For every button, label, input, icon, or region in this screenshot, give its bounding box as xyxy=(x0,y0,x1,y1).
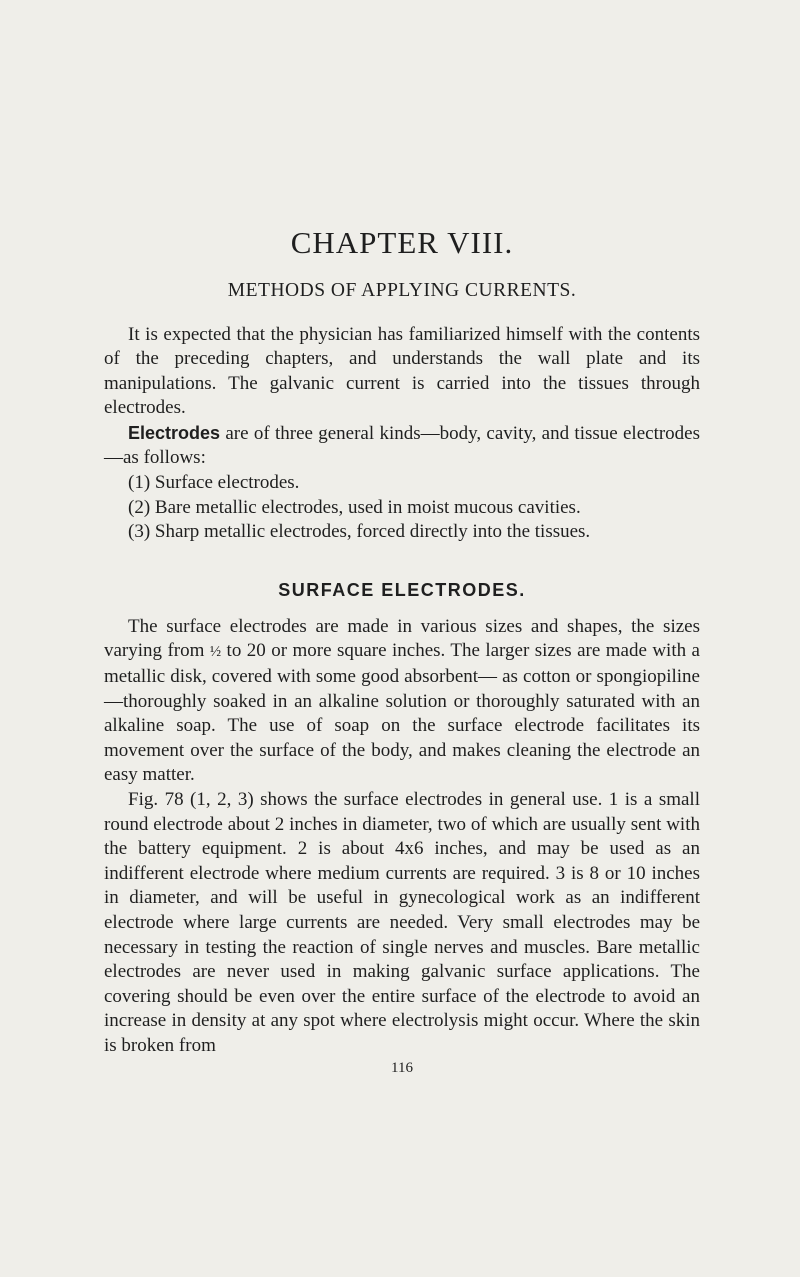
electrode-list xyxy=(104,471,700,545)
chapter-subtitle: METHODS OF APPLYING CURRENTS. xyxy=(227,280,577,301)
section-heading: SURFACE ELECTRODES. xyxy=(278,579,526,600)
electrodes-paragraph xyxy=(104,421,700,471)
fraction: ½ xyxy=(209,644,222,661)
page-number: 116 xyxy=(391,1059,413,1076)
electrodes-term: Electrodes xyxy=(128,422,221,443)
electrodes-text: are of three general kinds—body, cavity, and tissue electrodes—as follows: xyxy=(104,422,700,469)
intro-paragraph: It is expected that the physician has familiarized himself with the contents of the preceding chapters, and understands the wall plate and its manipulations. The galvanic current is carried into the tissues through electrodes. xyxy=(104,323,700,419)
surface-text-start: The surface electrodes are made in various sizes and shapes, the sizes varying from xyxy=(104,615,700,662)
fig-paragraph: Fig. 78 (1, 2, 3) shows the surface electrodes in general use. 1 is a small round electrode about 2 inches in diameter, two of which are usually sent with the battery equipment. 2 is about 4x6 inches, and may be used as an indifferent electrode where medium currents are required. 3 is 8 or 10 inches in diameter, and will be useful in gynecological work as an indifferent electrode where large currents are needed. Very small electrodes may be necessary in testing the reaction of single nerves and muscles. Bare metallic electrodes are never used in making galvanic surface applications. The covering should be even over the entire surface of the electrode to avoid an increase in density at any spot where electrolysis might occur. Where the skin is broken from xyxy=(104,789,700,1056)
list-item: (2) Bare metallic electrodes, used in moist mucous cavities. xyxy=(128,496,581,518)
chapter-title: CHAPTER VIII. xyxy=(290,225,514,260)
body-text xyxy=(104,323,700,1059)
list-item: (3) Sharp metallic electrodes, forced directly into the tissues. xyxy=(128,521,591,543)
surface-paragraph xyxy=(104,615,700,788)
list-item: (1) Surface electrodes. xyxy=(128,472,300,494)
surface-text-end: to 20 or more square inches. The larger sizes are made with a metallic disk, covered with some good absorbent— as cotton or spongiopiline—thoroughly soaked in an alkaline solution or thoroughly saturated with an alkaline soap. The use of soap on the surface electrode facilitates its movement over the surface of the body, and makes cleaning the electrode an easy matter. xyxy=(104,640,700,786)
